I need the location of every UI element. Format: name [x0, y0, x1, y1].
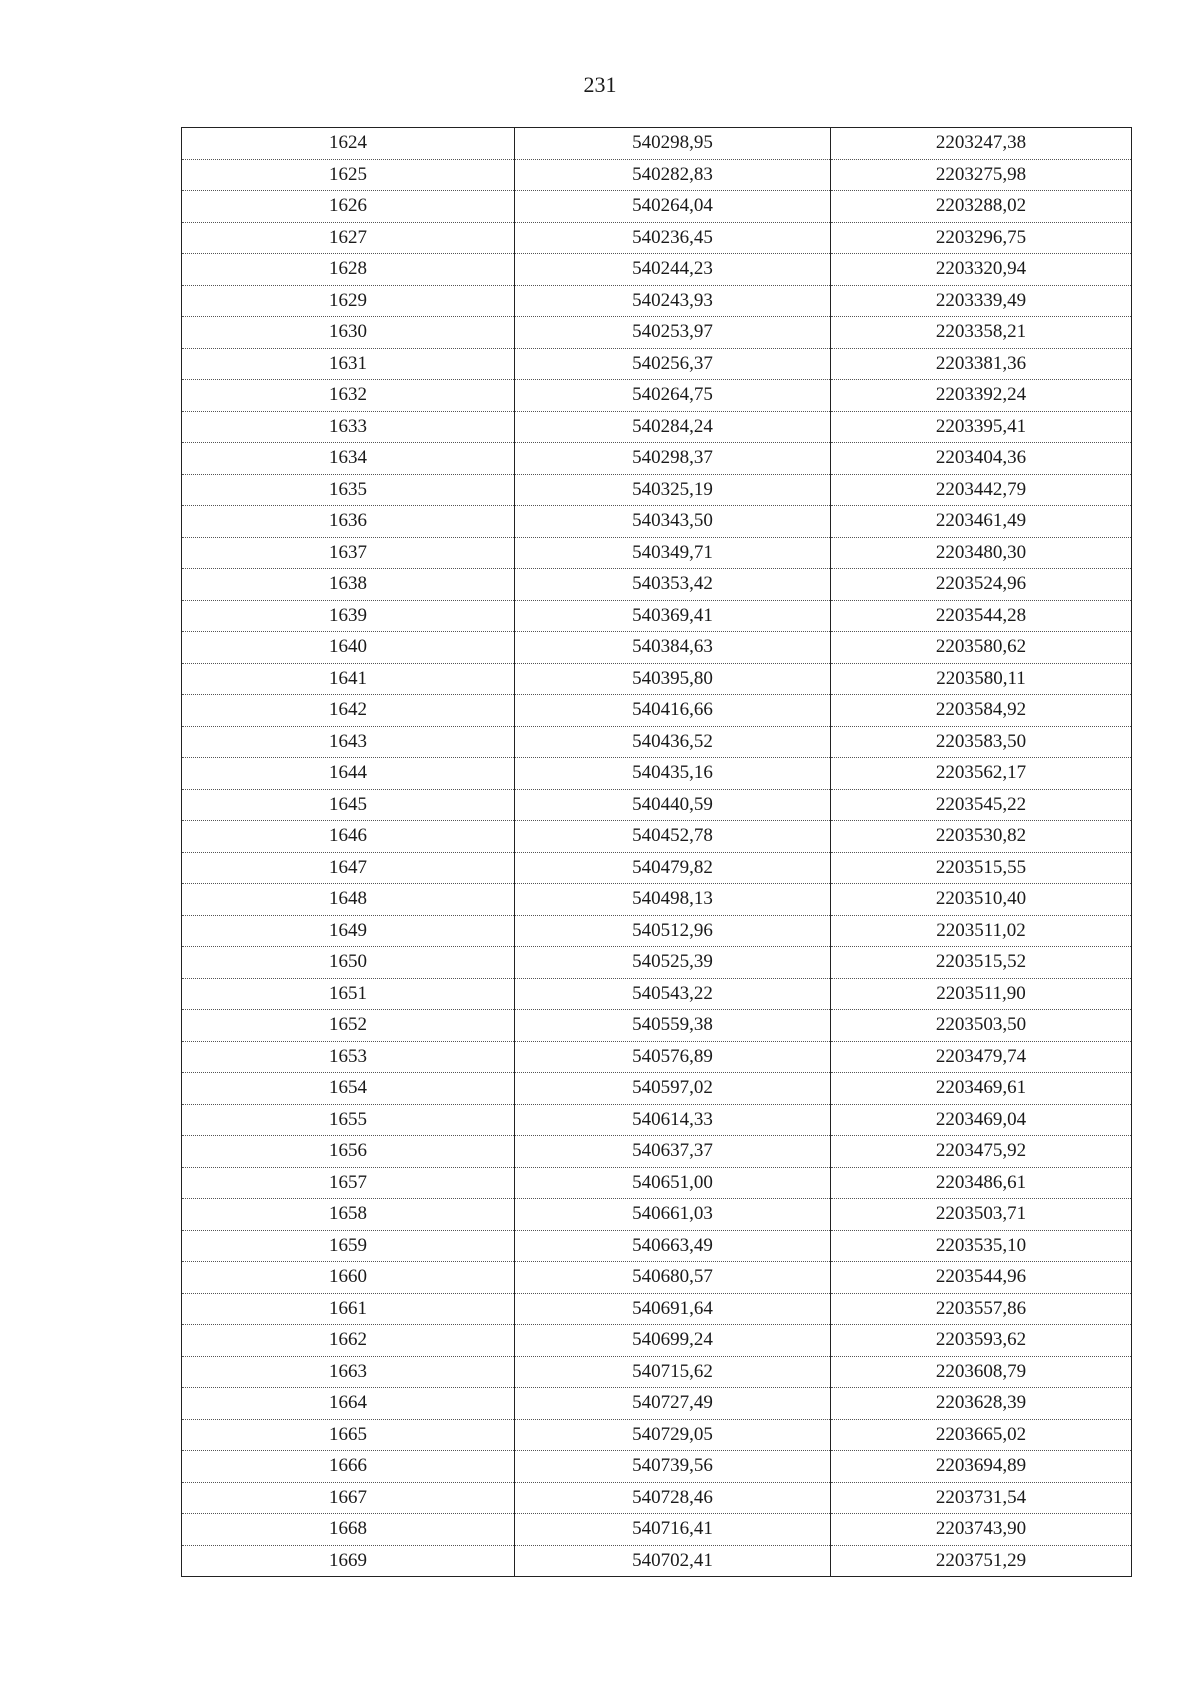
point-number-cell: 1659	[182, 1230, 515, 1262]
table-row	[182, 317, 1132, 349]
y-coordinate-cell: 2203511,90	[831, 978, 1132, 1010]
point-number-cell: 1668	[182, 1514, 515, 1546]
table-row	[182, 1451, 1132, 1483]
y-coordinate-cell: 2203320,94	[831, 254, 1132, 286]
point-number-cell: 1635	[182, 474, 515, 506]
y-coordinate-cell: 2203395,41	[831, 411, 1132, 443]
y-coordinate-cell: 2203544,28	[831, 600, 1132, 632]
x-coordinate-cell: 540525,39	[515, 947, 831, 979]
table-row	[182, 915, 1132, 947]
table-row	[182, 128, 1132, 160]
x-coordinate-cell: 540353,42	[515, 569, 831, 601]
y-coordinate-cell: 2203442,79	[831, 474, 1132, 506]
y-coordinate-cell: 2203731,54	[831, 1482, 1132, 1514]
table-row	[182, 884, 1132, 916]
table-row	[182, 1356, 1132, 1388]
table-row	[182, 663, 1132, 695]
x-coordinate-cell: 540369,41	[515, 600, 831, 632]
table-row	[182, 506, 1132, 538]
x-coordinate-cell: 540729,05	[515, 1419, 831, 1451]
x-coordinate-cell: 540702,41	[515, 1545, 831, 1577]
y-coordinate-cell: 2203510,40	[831, 884, 1132, 916]
x-coordinate-cell: 540728,46	[515, 1482, 831, 1514]
x-coordinate-cell: 540384,63	[515, 632, 831, 664]
point-number-cell: 1645	[182, 789, 515, 821]
point-number-cell: 1654	[182, 1073, 515, 1105]
table-row	[182, 947, 1132, 979]
x-coordinate-cell: 540395,80	[515, 663, 831, 695]
y-coordinate-cell: 2203469,61	[831, 1073, 1132, 1105]
y-coordinate-cell: 2203358,21	[831, 317, 1132, 349]
table-row	[182, 443, 1132, 475]
table-row	[182, 474, 1132, 506]
y-coordinate-cell: 2203247,38	[831, 128, 1132, 160]
x-coordinate-cell: 540264,04	[515, 191, 831, 223]
point-number-cell: 1662	[182, 1325, 515, 1357]
point-number-cell: 1650	[182, 947, 515, 979]
x-coordinate-cell: 540343,50	[515, 506, 831, 538]
x-coordinate-cell: 540253,97	[515, 317, 831, 349]
y-coordinate-cell: 2203544,96	[831, 1262, 1132, 1294]
x-coordinate-cell: 540614,33	[515, 1104, 831, 1136]
table-row	[182, 1104, 1132, 1136]
table-row	[182, 1136, 1132, 1168]
y-coordinate-cell: 2203557,86	[831, 1293, 1132, 1325]
y-coordinate-cell: 2203515,52	[831, 947, 1132, 979]
point-number-cell: 1658	[182, 1199, 515, 1231]
y-coordinate-cell: 2203583,50	[831, 726, 1132, 758]
table-row	[182, 537, 1132, 569]
x-coordinate-cell: 540663,49	[515, 1230, 831, 1262]
table-row	[182, 1482, 1132, 1514]
y-coordinate-cell: 2203296,75	[831, 222, 1132, 254]
x-coordinate-cell: 540244,23	[515, 254, 831, 286]
x-coordinate-cell: 540416,66	[515, 695, 831, 727]
x-coordinate-cell: 540236,45	[515, 222, 831, 254]
point-number-cell: 1630	[182, 317, 515, 349]
y-coordinate-cell: 2203275,98	[831, 159, 1132, 191]
table-row	[182, 159, 1132, 191]
point-number-cell: 1653	[182, 1041, 515, 1073]
point-number-cell: 1651	[182, 978, 515, 1010]
point-number-cell: 1641	[182, 663, 515, 695]
x-coordinate-cell: 540349,71	[515, 537, 831, 569]
point-number-cell: 1647	[182, 852, 515, 884]
point-number-cell: 1628	[182, 254, 515, 286]
table-row	[182, 254, 1132, 286]
table-row	[182, 1545, 1132, 1577]
table-row	[182, 380, 1132, 412]
x-coordinate-cell: 540691,64	[515, 1293, 831, 1325]
x-coordinate-cell: 540637,37	[515, 1136, 831, 1168]
table-row	[182, 632, 1132, 664]
table-row	[182, 1199, 1132, 1231]
table-row	[182, 978, 1132, 1010]
y-coordinate-cell: 2203288,02	[831, 191, 1132, 223]
point-number-cell: 1633	[182, 411, 515, 443]
x-coordinate-cell: 540651,00	[515, 1167, 831, 1199]
x-coordinate-cell: 540298,95	[515, 128, 831, 160]
table-row	[182, 569, 1132, 601]
y-coordinate-cell: 2203392,24	[831, 380, 1132, 412]
x-coordinate-cell: 540716,41	[515, 1514, 831, 1546]
table-row	[182, 348, 1132, 380]
y-coordinate-cell: 2203461,49	[831, 506, 1132, 538]
point-number-cell: 1646	[182, 821, 515, 853]
point-number-cell: 1664	[182, 1388, 515, 1420]
y-coordinate-cell: 2203580,11	[831, 663, 1132, 695]
x-coordinate-cell: 540282,83	[515, 159, 831, 191]
x-coordinate-cell: 540576,89	[515, 1041, 831, 1073]
y-coordinate-cell: 2203511,02	[831, 915, 1132, 947]
y-coordinate-cell: 2203743,90	[831, 1514, 1132, 1546]
table-row	[182, 1325, 1132, 1357]
table-row	[182, 1230, 1132, 1262]
point-number-cell: 1648	[182, 884, 515, 916]
point-number-cell: 1663	[182, 1356, 515, 1388]
point-number-cell: 1666	[182, 1451, 515, 1483]
y-coordinate-cell: 2203580,62	[831, 632, 1132, 664]
point-number-cell: 1657	[182, 1167, 515, 1199]
y-coordinate-cell: 2203339,49	[831, 285, 1132, 317]
y-coordinate-cell: 2203381,36	[831, 348, 1132, 380]
y-coordinate-cell: 2203628,39	[831, 1388, 1132, 1420]
point-number-cell: 1667	[182, 1482, 515, 1514]
y-coordinate-cell: 2203530,82	[831, 821, 1132, 853]
y-coordinate-cell: 2203694,89	[831, 1451, 1132, 1483]
point-number-cell: 1639	[182, 600, 515, 632]
point-number-cell: 1669	[182, 1545, 515, 1577]
y-coordinate-cell: 2203503,71	[831, 1199, 1132, 1231]
point-number-cell: 1625	[182, 159, 515, 191]
x-coordinate-cell: 540243,93	[515, 285, 831, 317]
point-number-cell: 1661	[182, 1293, 515, 1325]
y-coordinate-cell: 2203515,55	[831, 852, 1132, 884]
point-number-cell: 1632	[182, 380, 515, 412]
x-coordinate-cell: 540680,57	[515, 1262, 831, 1294]
y-coordinate-cell: 2203608,79	[831, 1356, 1132, 1388]
table-row	[182, 1419, 1132, 1451]
y-coordinate-cell: 2203545,22	[831, 789, 1132, 821]
x-coordinate-cell: 540284,24	[515, 411, 831, 443]
x-coordinate-cell: 540661,03	[515, 1199, 831, 1231]
table-row	[182, 1293, 1132, 1325]
point-number-cell: 1656	[182, 1136, 515, 1168]
y-coordinate-cell: 2203486,61	[831, 1167, 1132, 1199]
page-number: 231	[583, 72, 617, 97]
y-coordinate-cell: 2203593,62	[831, 1325, 1132, 1357]
y-coordinate-cell: 2203469,04	[831, 1104, 1132, 1136]
x-coordinate-cell: 540699,24	[515, 1325, 831, 1357]
point-number-cell: 1643	[182, 726, 515, 758]
point-number-cell: 1634	[182, 443, 515, 475]
table-row	[182, 726, 1132, 758]
point-number-cell: 1665	[182, 1419, 515, 1451]
x-coordinate-cell: 540479,82	[515, 852, 831, 884]
y-coordinate-cell: 2203584,92	[831, 695, 1132, 727]
table-row	[182, 1167, 1132, 1199]
table-row	[182, 1388, 1132, 1420]
table-row	[182, 821, 1132, 853]
table-row	[182, 789, 1132, 821]
y-coordinate-cell: 2203503,50	[831, 1010, 1132, 1042]
x-coordinate-cell: 540543,22	[515, 978, 831, 1010]
y-coordinate-cell: 2203404,36	[831, 443, 1132, 475]
x-coordinate-cell: 540727,49	[515, 1388, 831, 1420]
point-number-cell: 1655	[182, 1104, 515, 1136]
table-row	[182, 191, 1132, 223]
table-row	[182, 411, 1132, 443]
y-coordinate-cell: 2203475,92	[831, 1136, 1132, 1168]
y-coordinate-cell: 2203535,10	[831, 1230, 1132, 1262]
table-row	[182, 222, 1132, 254]
x-coordinate-cell: 540559,38	[515, 1010, 831, 1042]
point-number-cell: 1660	[182, 1262, 515, 1294]
point-number-cell: 1626	[182, 191, 515, 223]
coordinates-table-body	[182, 128, 1132, 1577]
x-coordinate-cell: 540325,19	[515, 474, 831, 506]
table-row	[182, 1073, 1132, 1105]
table-row	[182, 1010, 1132, 1042]
table-row	[182, 1514, 1132, 1546]
y-coordinate-cell: 2203479,74	[831, 1041, 1132, 1073]
point-number-cell: 1629	[182, 285, 515, 317]
table-row	[182, 695, 1132, 727]
x-coordinate-cell: 540256,37	[515, 348, 831, 380]
point-number-cell: 1627	[182, 222, 515, 254]
point-number-cell: 1637	[182, 537, 515, 569]
point-number-cell: 1640	[182, 632, 515, 664]
x-coordinate-cell: 540498,13	[515, 884, 831, 916]
x-coordinate-cell: 540436,52	[515, 726, 831, 758]
x-coordinate-cell: 540298,37	[515, 443, 831, 475]
point-number-cell: 1631	[182, 348, 515, 380]
coordinates-table	[181, 127, 1132, 1577]
point-number-cell: 1636	[182, 506, 515, 538]
point-number-cell: 1638	[182, 569, 515, 601]
x-coordinate-cell: 540597,02	[515, 1073, 831, 1105]
point-number-cell: 1649	[182, 915, 515, 947]
x-coordinate-cell: 540264,75	[515, 380, 831, 412]
y-coordinate-cell: 2203562,17	[831, 758, 1132, 790]
point-number-cell: 1652	[182, 1010, 515, 1042]
table-row	[182, 1041, 1132, 1073]
table-row	[182, 600, 1132, 632]
y-coordinate-cell: 2203751,29	[831, 1545, 1132, 1577]
x-coordinate-cell: 540739,56	[515, 1451, 831, 1483]
table-row	[182, 852, 1132, 884]
x-coordinate-cell: 540440,59	[515, 789, 831, 821]
point-number-cell: 1642	[182, 695, 515, 727]
y-coordinate-cell: 2203480,30	[831, 537, 1132, 569]
table-row	[182, 758, 1132, 790]
x-coordinate-cell: 540715,62	[515, 1356, 831, 1388]
x-coordinate-cell: 540512,96	[515, 915, 831, 947]
point-number-cell: 1624	[182, 128, 515, 160]
x-coordinate-cell: 540435,16	[515, 758, 831, 790]
point-number-cell: 1644	[182, 758, 515, 790]
table-row	[182, 285, 1132, 317]
y-coordinate-cell: 2203665,02	[831, 1419, 1132, 1451]
y-coordinate-cell: 2203524,96	[831, 569, 1132, 601]
x-coordinate-cell: 540452,78	[515, 821, 831, 853]
table-row	[182, 1262, 1132, 1294]
